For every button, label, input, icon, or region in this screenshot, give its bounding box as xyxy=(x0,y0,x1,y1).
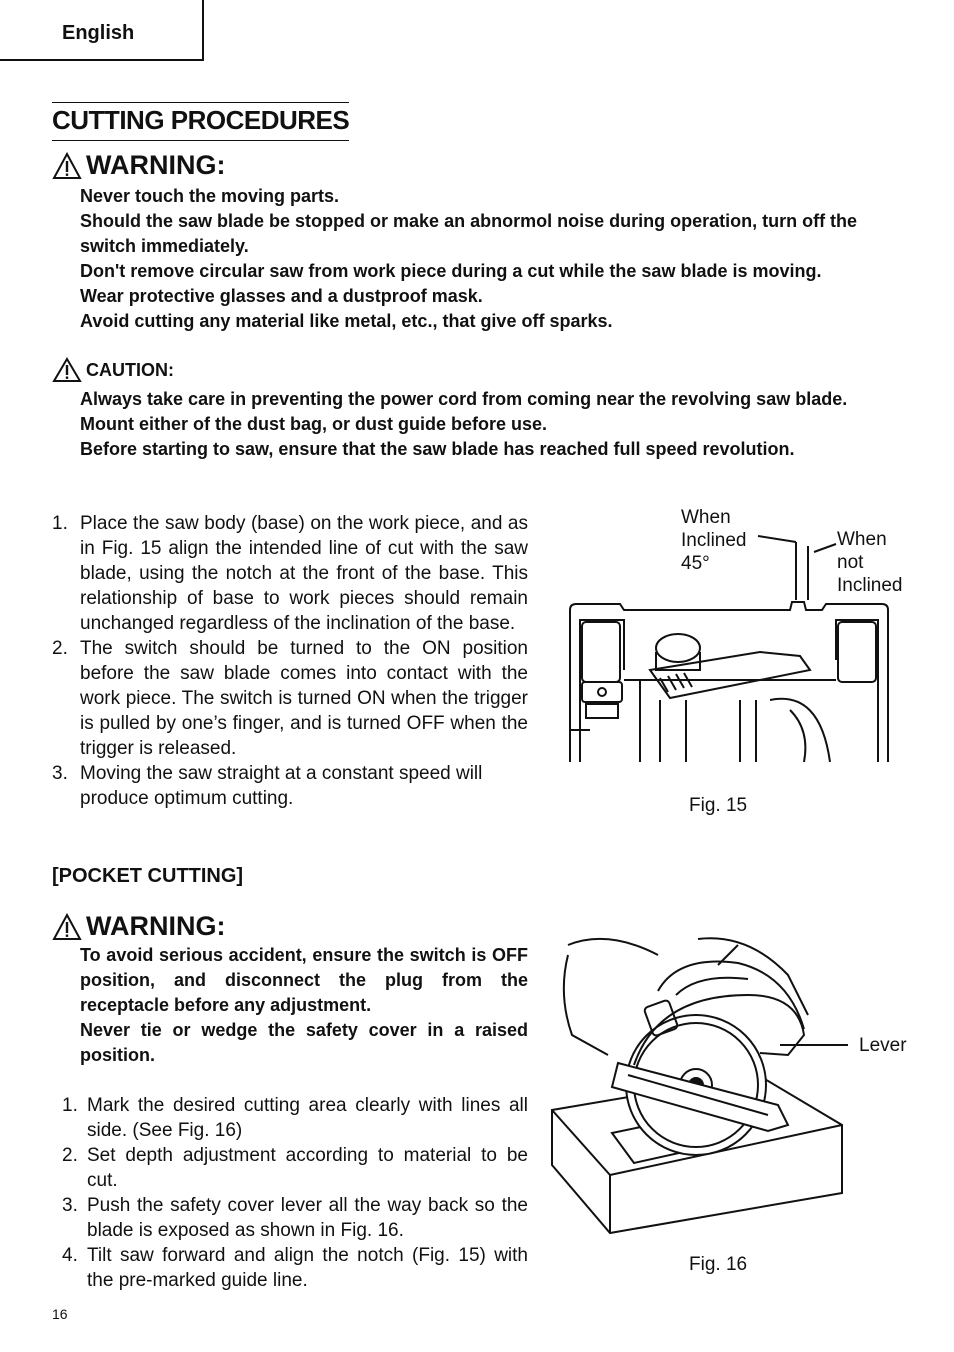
fig16-caption: Fig. 16 xyxy=(689,1254,748,1275)
section-title: CUTTING PROCEDURES xyxy=(52,102,349,141)
language-label: English xyxy=(62,22,135,44)
warning-triangle-icon xyxy=(52,152,82,180)
list-item: 1. Place the saw body (base) on the work piece, and as in Fig. 15 align the intended line of cut with the saw blade, using the notch at the front of the base. This relationship of base to work pieces should remain unchanged regardless of the inclination of the base. xyxy=(52,513,528,634)
pocket-cutting-heading: [POCKET CUTTING] xyxy=(52,865,244,887)
list-item: 3. Push the safety cover lever all the way back so the blade is exposed as shown in Fig. 16. xyxy=(62,1195,528,1241)
warning-line: Never tie or wedge the safety cover in a raised position. xyxy=(80,1020,528,1065)
fig16-pocket-cut-illustration xyxy=(548,935,848,1235)
page-number: 16 xyxy=(52,1306,68,1322)
pocket-steps-list xyxy=(52,1093,528,1293)
warning-line: To avoid serious accident, ensure the switch is OFF position, and disconnect the plug from the receptacle before any adjustment. xyxy=(80,945,528,1015)
list-item: 2. Set depth adjustment according to material to be cut. xyxy=(62,1145,528,1191)
warning-line: Don't remove circular saw from work piece during a cut while the saw blade is moving. xyxy=(80,261,822,281)
fig16-label-lever: Lever xyxy=(859,1035,907,1056)
caution-line: Mount either of the dust bag, or dust guide before use. xyxy=(80,414,548,434)
warning-block-1 xyxy=(52,150,225,181)
caution-line: Always take care in preventing the power cord from coming near the revolving saw blade. xyxy=(80,389,848,409)
warning-heading-1 xyxy=(52,150,225,181)
warning-line: Avoid cutting any material like metal, etc., that give off sparks. xyxy=(80,311,613,331)
fig15-label-inclined: When Inclined 45° xyxy=(681,507,747,574)
caution-line: Before starting to saw, ensure that the saw blade has reached full speed revolution. xyxy=(80,439,795,459)
warning-line: Wear protective glasses and a dustproof mask. xyxy=(80,286,483,306)
warning-2-text xyxy=(80,943,528,1068)
list-item: 3. Moving the saw straight at a constant speed will produce optimum cutting. xyxy=(52,763,483,809)
list-item: 2. The switch should be turned to the ON position before the saw blade comes into contact with the work piece. The switch is turned ON when the trigger is pulled by one’s finger, and is turned OFF when the trigger is released. xyxy=(52,638,528,759)
caution-triangle-icon xyxy=(52,357,82,383)
warning-block-2 xyxy=(52,911,225,942)
list-item: 1. Mark the desired cutting area clearly with lines all side. (See Fig. 16) xyxy=(62,1095,528,1141)
caution-title: CAUTION: xyxy=(86,359,174,380)
warning-1-text xyxy=(80,184,916,334)
caution-text xyxy=(80,387,914,462)
cutting-steps-list xyxy=(52,511,528,811)
warning-triangle-icon xyxy=(52,913,82,941)
language-tab xyxy=(0,0,204,61)
fig15-label-not-inclined: When not Inclined xyxy=(837,529,903,596)
list-item: 4. Tilt saw forward and align the notch (Fig. 15) with the pre-marked guide line. xyxy=(62,1245,528,1291)
warning-line: Should the saw blade be stopped or make an abnormol noise during operation, turn off the switch immediately. xyxy=(80,211,858,256)
fig15-saw-base-illustration xyxy=(560,530,900,770)
warning-title: WARNING: xyxy=(86,911,226,941)
warning-line: Never touch the moving parts. xyxy=(80,186,340,206)
fig15-caption: Fig. 15 xyxy=(689,795,748,816)
warning-heading-2 xyxy=(52,911,225,942)
caution-block xyxy=(52,357,174,383)
warning-title: WARNING: xyxy=(86,150,226,180)
caution-heading xyxy=(52,357,174,383)
